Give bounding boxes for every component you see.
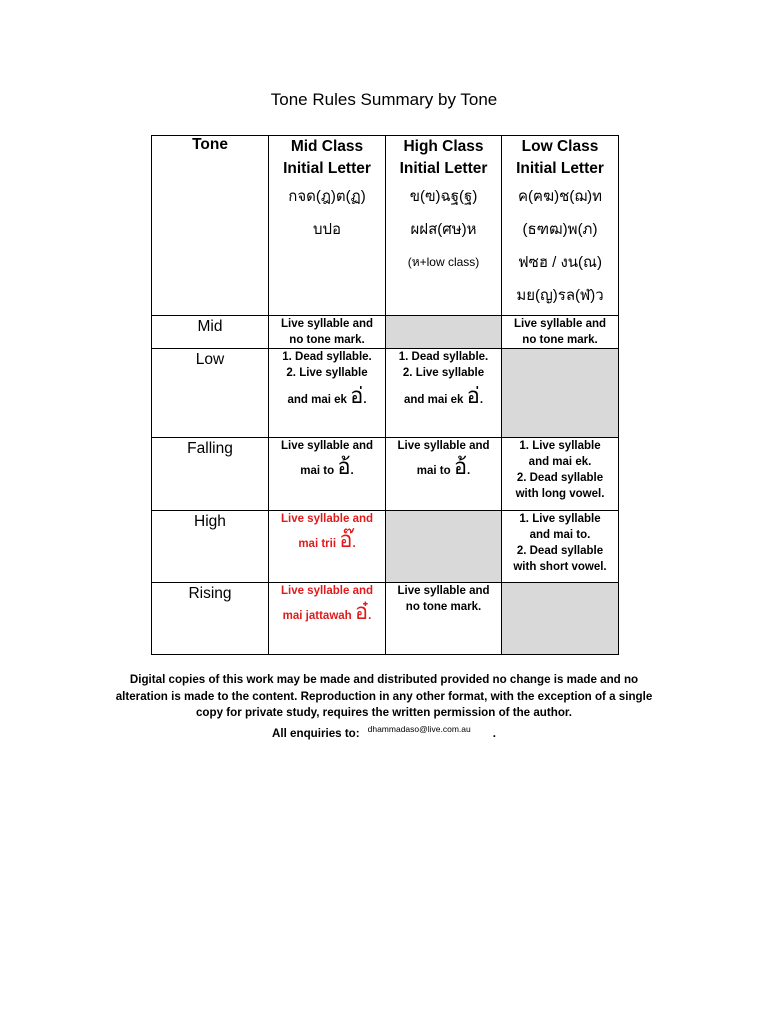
falling-tone-mid-class xyxy=(269,438,386,511)
cell-text: . xyxy=(363,394,367,406)
high-letters-1: ข(ฃ)ฉฐ(ฐ) xyxy=(409,188,478,205)
tone-high: High xyxy=(152,511,269,583)
cell-text: 1. Dead syllable. xyxy=(398,351,489,363)
rising-tone-low-class-empty xyxy=(502,583,619,655)
cell-tone-line xyxy=(386,384,501,409)
mai-to-glyph: อ้ xyxy=(337,455,351,480)
cell-text: . xyxy=(479,394,484,406)
tone-rising: Rising xyxy=(152,583,269,655)
cell-text: . xyxy=(352,538,356,550)
low-letters-3: ฟซฮ / งน(ณ) xyxy=(518,254,602,271)
low-letters-2: (ธฑฒ)พ(ภ) xyxy=(522,221,598,238)
mid-tone-mid-class xyxy=(269,316,386,349)
cell-text: Live syllable and xyxy=(280,513,374,525)
tone-low: Low xyxy=(152,349,269,438)
cell-text: Live syllable and xyxy=(397,585,490,597)
table-row-low xyxy=(152,349,619,438)
cell-text: no tone mark. xyxy=(289,334,365,346)
cell-text: no tone mark. xyxy=(522,334,598,346)
table-row-mid xyxy=(152,316,619,349)
mai-to-glyph: อ้ xyxy=(453,455,468,480)
cell-tone-line xyxy=(269,455,385,480)
cell-text: . xyxy=(467,465,471,477)
cell-text: . xyxy=(350,465,354,477)
tone-falling: Falling xyxy=(152,438,269,511)
cell-text: and mai ek. xyxy=(528,456,592,468)
cell-text: 1. Live syllable xyxy=(519,513,601,525)
mai-jattawah-glyph: อ๋ xyxy=(354,600,369,625)
header-high-class xyxy=(386,136,502,316)
tone-mid: Mid xyxy=(152,316,269,349)
cell-text: 1. Live syllable xyxy=(519,440,601,452)
table-row-falling xyxy=(152,438,619,511)
header-low-class xyxy=(502,136,619,316)
low-tone-mid-class xyxy=(269,349,386,438)
cell-text: Live syllable and xyxy=(280,318,374,330)
high-class-note: (ห+low class) xyxy=(407,255,480,269)
cell-text: mai jattawah xyxy=(282,610,352,622)
header-high-line1: High Class xyxy=(403,138,484,155)
low-letters-1: ค(ฅฆ)ช(ฌ)ท xyxy=(517,188,603,205)
low-letters-4: มย(ญ)รล(ฬ)ว xyxy=(516,287,604,304)
mai-ek-glyph: อ่ xyxy=(350,384,364,409)
cell-text: Live syllable and xyxy=(280,440,374,452)
header-low-line1: Low Class xyxy=(521,138,599,155)
falling-tone-high-class xyxy=(386,438,502,511)
enquiries-end: . xyxy=(492,727,496,740)
high-letters-2: ผฝส(ศษ)ห xyxy=(410,221,477,238)
table-header-row xyxy=(152,136,619,316)
cell-tone-line xyxy=(269,600,385,625)
cell-text: with short vowel. xyxy=(513,561,607,573)
mid-tone-high-class-empty xyxy=(386,316,502,349)
cell-text: . xyxy=(368,610,372,622)
header-high-line2: Initial Letter xyxy=(399,160,488,177)
cell-text: 1. Dead syllable. xyxy=(282,351,372,363)
rising-tone-mid-class xyxy=(269,583,386,655)
cell-text: mai trii xyxy=(298,538,337,550)
notice-line-1: Digital copies of this work may be made and distributed provided no change is made and no xyxy=(129,673,639,686)
enquiries-line xyxy=(0,724,768,740)
cell-text: 2. Live syllable xyxy=(402,367,485,379)
tone-rules-table xyxy=(151,135,619,655)
rising-tone-high-class xyxy=(386,583,502,655)
cell-text: 2. Dead syllable xyxy=(516,545,604,557)
header-mid-line1: Mid Class xyxy=(290,138,364,155)
high-tone-high-class-empty xyxy=(386,511,502,583)
copyright-notice xyxy=(60,672,708,722)
cell-text: and mai ek xyxy=(403,394,464,406)
notice-line-3: copy for private study, requires the written permission of the author. xyxy=(195,706,572,719)
notice-line-2: alteration is made to the content. Reproduction in any other format, with the exception of a single xyxy=(115,689,653,703)
cell-text: 2. Dead syllable xyxy=(516,472,604,484)
cell-text: Live syllable and xyxy=(513,318,607,330)
enquiries-label: All enquiries to: xyxy=(272,727,360,740)
cell-text: and mai to. xyxy=(529,529,591,541)
cell-tone-line xyxy=(269,528,385,553)
header-tone: Tone xyxy=(152,136,269,316)
high-tone-low-class xyxy=(502,511,619,583)
falling-tone-low-class xyxy=(502,438,619,511)
mid-letters-1: กจด(ฎ)ต(ฏ) xyxy=(288,188,366,205)
cell-text: mai to xyxy=(300,465,335,477)
cell-text: Live syllable and xyxy=(397,440,490,452)
high-tone-mid-class xyxy=(269,511,386,583)
mid-tone-low-class xyxy=(502,316,619,349)
table-row-rising xyxy=(152,583,619,655)
cell-tone-line xyxy=(269,384,385,409)
table-row-high xyxy=(152,511,619,583)
page-title: Tone Rules Summary by Tone xyxy=(270,90,498,109)
mid-letters-2: บปอ xyxy=(312,221,342,238)
cell-text: no tone mark. xyxy=(405,601,482,613)
cell-text: Live syllable and xyxy=(280,585,374,597)
header-mid-class xyxy=(269,136,386,316)
cell-text: with long vowel. xyxy=(515,488,605,500)
low-tone-high-class xyxy=(386,349,502,438)
cell-text: mai to xyxy=(416,465,451,477)
mai-ek-glyph: อ่ xyxy=(466,384,480,409)
mai-trii-glyph: อ๊ xyxy=(339,528,353,553)
cell-text: 2. Live syllable xyxy=(286,367,368,379)
header-low-line2: Initial Letter xyxy=(516,160,604,177)
email-link[interactable]: dhammadaso@live.com.au xyxy=(367,724,471,734)
cell-text: and mai ek xyxy=(287,394,347,406)
header-mid-line2: Initial Letter xyxy=(283,160,371,177)
low-tone-low-class-empty xyxy=(502,349,619,438)
cell-tone-line xyxy=(386,455,501,480)
